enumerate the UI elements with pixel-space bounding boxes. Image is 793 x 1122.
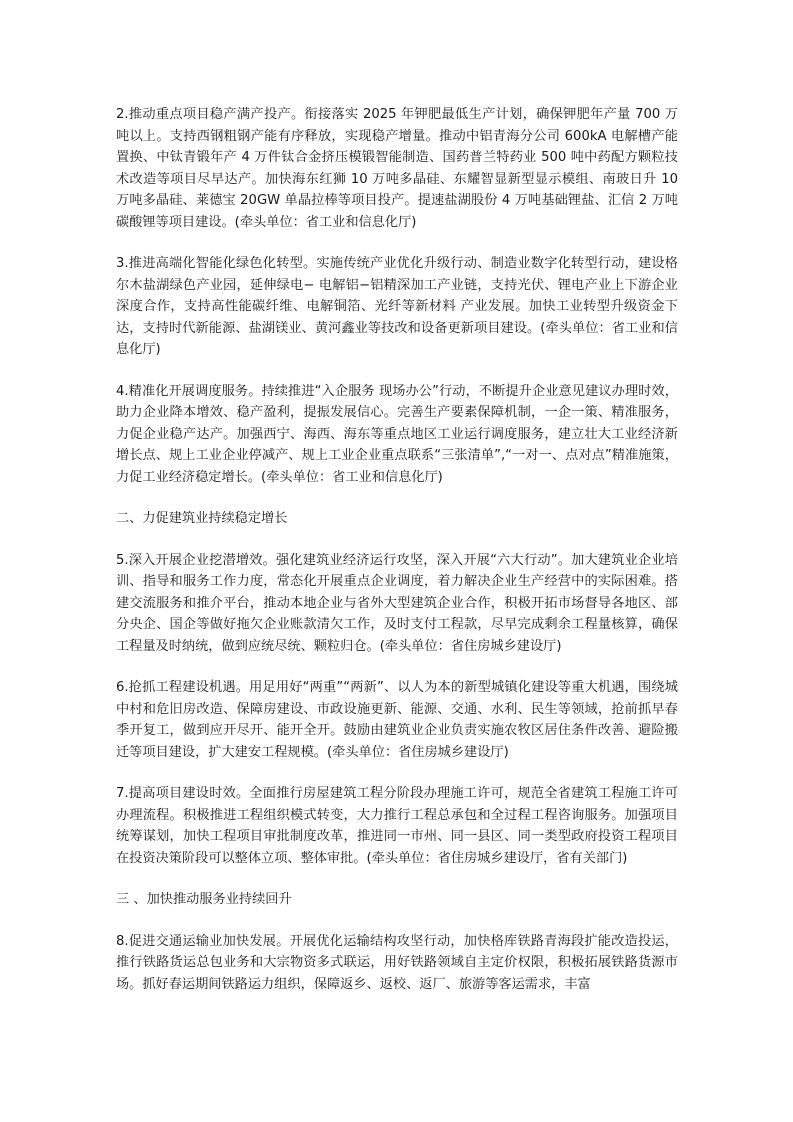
para-item-6: 6.抢抓工程建设机遇。用足用好“两重”“两新”、以人为本的新型城镇化建设等重大机遇，围绕城中村和危旧房改造、保障房建设、市政设施更新、能源、交通、水利、民生等领域，抢前抓早春季开复工，做到应开尽开、能开全开。鼓励由建筑业企业负责实施农牧区居住条件改善、避险搬迁等项目建设，扩大建安工程规模。(牵头单位：省住房城乡建设厅): [116, 680, 678, 760]
para-item-3: 3.推进高端化智能化绿色化转型。实施传统产业优化升级行动、制造业数字化转型行动，建设格尔木盐湖绿色产业园，延伸绿电− 电解铝−铝精深加工产业链，支持光伏、锂电产业上下游企业深度合作，支持高性能碳纤维、电解铜箔、光纤等新材料 产业发展。加快工业转型升级资金下达，支持时代新能源、盐湖镁业、黄河鑫业等技改和设备更新项目建设。(牵头单位：省工业和信息化厅): [116, 256, 678, 357]
para-item-5: 5.深入开展企业挖潜增效。强化建筑业经济运行攻坚，深入开展“六大行动”。加大建筑业企业培训、指导和服务工作力度，常态化开展重点企业调度，着力解决企业生产经营中的实际困难。搭建交流服务和推介平台，推动本地企业与省外大型建筑企业合作，积极开拓市场督导各地区、部分央企、国企等做好拖欠企业账款清欠工作，及时支付工程款，尽早完成剩余工程量核算，确保工程量及时纳统，做到应统尽统、颗粒归仓。(牵头单位：省住房城乡建设厅): [116, 552, 678, 654]
document-page: [116, 104, 678, 1015]
section-heading-2: 二、力促建筑业持续稳定增长: [116, 511, 288, 526]
para-item-8: 8.促进交通运输业加快发展。开展优化运输结构攻坚行动，加快格库铁路青海段扩能改造投运，推行铁路货运总包业务和大宗物资多式联运，用好铁路领域自主定价权限，积极拓展铁路货源市场。抓好春运期间铁路运力组织，保障返乡、返校、返厂、旅游等客运需求，丰富: [116, 933, 678, 992]
para-item-4: 4.精准化开展调度服务。持续推进“入企服务 现场办公”行动，不断提升企业意见建议办理时效，助力企业降本增效、稳产盈利，提振发展信心。完善生产要素保障机制，一企一策、精准服务，力促企业稳产达产。加强西宁、海西、海东等重点地区工业运行调度服务，建立壮大工业经济新增长点、规上工业企业停减产、规上工业企业重点联系“三张清单”,“一对一、点对点”精准施策，力促工业经济稳定增长。(牵头单位：省工业和信息化厅): [116, 383, 678, 485]
para-item-7: 7.提高项目建设时效。全面推行房屋建筑工程分阶段办理施工许可，规范全省建筑工程施工许可办理流程。积极推进工程组织模式转变，大力推行工程总承包和全过程工程咨询服务。加强项目统筹谋划，加快工程项目审批制度改革，推进同一市州、同一县区、同一类型政府投资工程项目在投资决策阶段可以整体立项、整体审批。(牵头单位：省住房城乡建设厅，省有关部门): [116, 786, 678, 866]
section-heading-3: 三 、加快推动服务业持续回升: [116, 892, 292, 907]
para-item-2: 2.推动重点项目稳产满产投产。衔接落实 2025 年钾肥最低生产计划，确保钾肥年产量 700 万吨以上。支持西钢粗钢产能有序释放，实现稳产增量。推动中铝青海分公司 600kA 电解槽产能置换、中钛青锻年产 4 万件钛合金挤压模锻智能制造、国药普兰特药业 500 吨中药配方颗粒技术改造等项目尽早达产。加快海东红狮 10 万吨多晶硅、东耀智显新型显示模组、南玻日升 10 万吨多晶硅、莱德宝 20GW 单晶拉棒等项目投产。提速盐湖股份 4 万吨基础锂盐、汇信 2 万吨碳酸锂等项目建设。(牵头单位：省工业和信息化厅): [116, 107, 678, 230]
